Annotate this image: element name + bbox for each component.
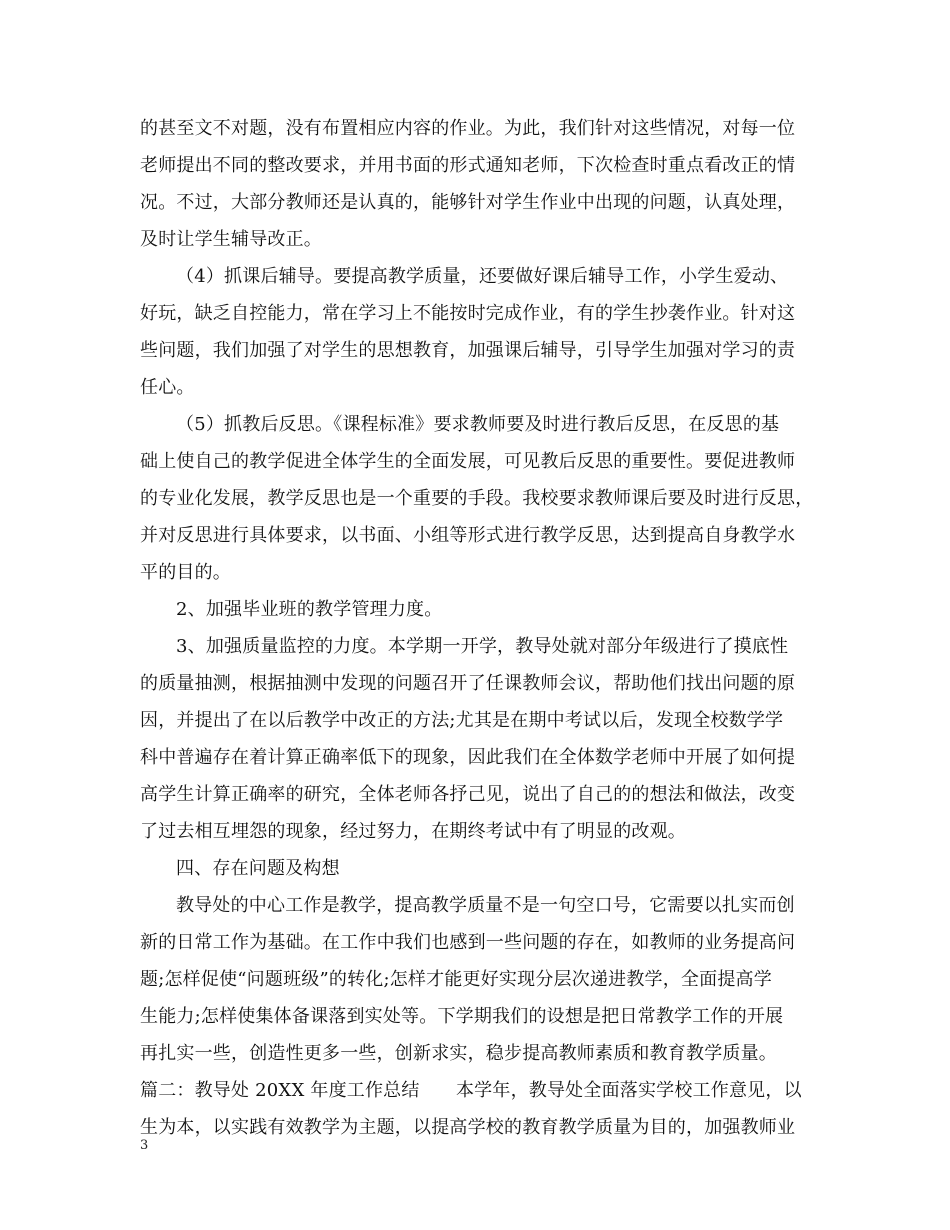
text-line: （5）抓教后反思。《课程标准》要求教师要及时进行教后反思，在反思的基 [176,414,780,435]
text-line: 了过去相互埋怨的现象，经过努力，在期终考试中有了明显的改观。 [140,821,686,842]
text-line: 2、加强毕业班的教学管理力度。 [176,599,443,620]
text-line: 生为本，以实践有效教学为主题，以提高学校的教育教学质量为目的，加强教师业 [140,1117,796,1138]
text-line: 任心。 [140,377,195,398]
text-line: 些问题，我们加强了对学生的思想教育，加强课后辅导，引导学生加强对学习的责 [140,340,796,361]
text-line: 科中普遍存在着计算正确率低下的现象，因此我们在全体数学老师中开展了如何提 [140,747,796,768]
text-line: 因，并提出了在以后教学中改正的方法;尤其是在期中考试以后，发现全校数学学 [140,710,784,731]
text-line: 的甚至文不对题，没有布置相应内容的作业。为此，我们针对这些情况，对每一位 [140,118,796,139]
text-line: 的专业化发展，教学反思也是一个重要的手段。我校要求教师课后要及时进行反思， [140,488,814,509]
text-line: 并对反思进行具体要求，以书面、小组等形式进行教学反思，达到提高自身教学水 [140,525,796,546]
page-number: 3 [140,1138,149,1153]
text-line: 新的日常工作为基础。在工作中我们也感到一些问题的存在，如教师的业务提高问 [140,932,796,953]
text-line: 础上使自己的教学促进全体学生的全面发展，可见教后反思的重要性。要促进教师 [140,451,796,472]
text-line: 及时让学生辅导改正。 [140,229,322,250]
section-heading: 四、存在问题及构想 [176,858,340,879]
text-line: 老师提出不同的整改要求，并用书面的形式通知老师，下次检查时重点看改正的情 [140,155,796,176]
text-line: 况。不过，大部分教师还是认真的，能够针对学生作业中出现的问题，认真处理， [140,192,796,213]
text-line: 的质量抽测，根据抽测中发现的问题召开了任课教师会议，帮助他们找出问题的原 [140,673,796,694]
text-line: （4）抓课后辅导。要提高教学质量，还要做好课后辅导工作，小学生爱动、 [176,266,789,287]
text-line: 3、加强质量监控的力度。本学期一开学，教导处就对部分年级进行了摸底性 [176,636,789,657]
text-line: 题;怎样促使“问题班级”的转化;怎样才能更好实现分层次递进教学，全面提高学 [140,969,772,990]
text-line: 教导处的中心工作是教学，提高教学质量不是一句空口号，它需要以扎实而创 [176,895,795,916]
text-line: 篇二：教导处 20XX 年度工作总结 本学年，教导处全面落实学校工作意见，以 [140,1080,802,1101]
text-line: 高学生计算正确率的研究，全体老师各抒己见，说出了自己的的想法和做法，改变 [140,784,796,805]
text-line: 生能力;怎样使集体备课落到实处等。下学期我们的设想是把日常教学工作的开展 [140,1006,784,1027]
text-line: 再扎实一些，创造性更多一些，创新求实，稳步提高教师素质和教育教学质量。 [140,1043,777,1064]
text-line: 平的目的。 [140,562,231,583]
text-line: 好玩，缺乏自控能力，常在学习上不能按时完成作业，有的学生抄袭作业。针对这 [140,303,796,324]
